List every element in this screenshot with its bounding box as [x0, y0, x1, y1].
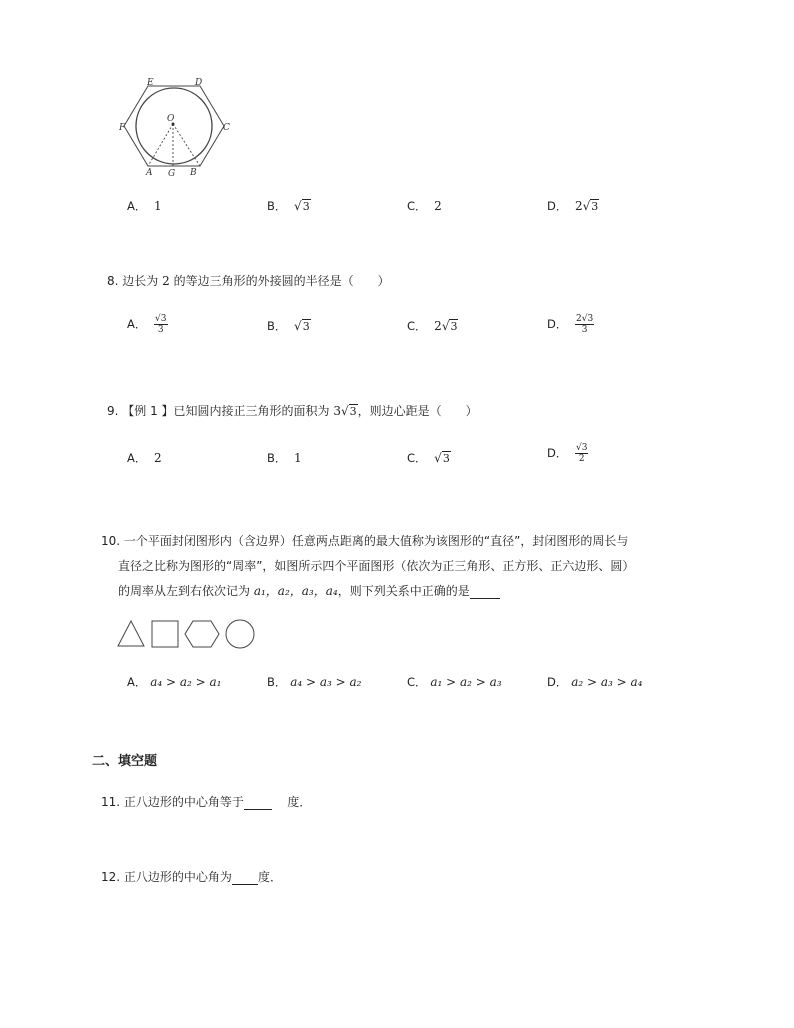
option-letter: C． — [407, 675, 427, 689]
sqrt-expression: √3 — [341, 404, 357, 418]
option-expr: a₂ > a₃ > a₄ — [571, 675, 643, 689]
option-letter: D． — [547, 199, 568, 213]
q7-option-c[interactable] — [407, 198, 442, 214]
label-F: F — [119, 123, 126, 133]
option-letter: C． — [407, 319, 427, 333]
q10-option-a[interactable] — [127, 674, 221, 690]
option-letter: A． — [127, 675, 147, 689]
q9-question — [107, 402, 478, 419]
label-O: O — [167, 114, 175, 124]
fraction: $\frac{√3}{2}$ — [576, 443, 588, 464]
question-text: 的等边三角形的外接圆的半径是（ ） — [173, 274, 390, 288]
option-coef: 2 — [575, 199, 583, 213]
question-text: 边长为 — [122, 274, 159, 288]
triangle-shape — [118, 621, 144, 646]
option-letter: B． — [267, 199, 287, 213]
label-C: C — [223, 123, 230, 133]
hexagon-figure — [116, 74, 242, 180]
q10-option-c[interactable] — [407, 674, 502, 690]
question-coef: 3 — [333, 404, 342, 418]
option-letter: B． — [267, 319, 287, 333]
question-text: 正八边形的中心角等于 — [123, 795, 244, 809]
answer-blank[interactable] — [232, 872, 258, 885]
circle-shape — [226, 620, 254, 648]
q7-option-d[interactable] — [547, 198, 599, 214]
q8-option-c[interactable] — [407, 318, 458, 334]
option-value: 2 — [434, 199, 442, 213]
q7-option-b[interactable] — [267, 198, 311, 214]
option-letter: C． — [407, 451, 427, 465]
option-value: 1 — [154, 199, 162, 213]
q8-question — [107, 272, 390, 289]
q10-line-1 — [101, 532, 628, 549]
q8-option-d[interactable] — [547, 314, 594, 335]
square-shape — [152, 621, 178, 647]
inscribed-circle — [136, 88, 212, 164]
question-text: 度． — [287, 795, 312, 809]
sqrt-expression: √3 — [434, 451, 450, 465]
option-coef: 2 — [434, 319, 442, 333]
q9-option-b[interactable] — [267, 450, 302, 466]
sqrt-expression: √3 — [582, 199, 599, 213]
q8-option-a[interactable] — [127, 314, 168, 335]
sqrt-expression: √3 — [294, 199, 310, 213]
option-expr: a₄ > a₂ > a₁ — [150, 675, 222, 689]
line-OB — [173, 124, 200, 166]
option-letter: A． — [127, 199, 147, 213]
option-value: 2 — [154, 451, 162, 465]
answer-blank[interactable] — [470, 586, 500, 599]
option-letter: D． — [547, 675, 568, 689]
question-text: 的周率从左到右依次记为 — [118, 584, 251, 598]
option-letter: A． — [127, 317, 147, 331]
question-text: ，则下列关系中正确的是 — [337, 584, 470, 598]
question-text: 直径之比称为图形的“周率”，如图所示四个平面图形（依次为正三角形、正方形、正六边形、圆） — [118, 559, 635, 573]
q9-option-c[interactable] — [407, 450, 451, 466]
hexagon-shape — [185, 621, 219, 647]
q12-question — [101, 868, 282, 885]
option-expr: a₄ > a₃ > a₂ — [290, 675, 362, 689]
q9-option-d[interactable] — [547, 443, 588, 464]
question-text: 【例 1 】已知圆内接正三角形的面积为 — [122, 404, 330, 418]
question-value: 2 — [162, 274, 170, 288]
question-text: 正八边形的中心角为 — [123, 870, 232, 884]
q8-option-b[interactable] — [267, 318, 311, 334]
hexagon-shape — [124, 86, 224, 166]
question-number: 11. — [101, 795, 121, 809]
question-text: 度． — [257, 870, 282, 884]
option-letter: B． — [267, 675, 287, 689]
option-expr: a₁ > a₂ > a₃ — [430, 675, 502, 689]
option-letter: B． — [267, 451, 287, 465]
label-B: B — [190, 168, 197, 178]
question-number: 10. — [101, 534, 121, 548]
option-letter: D． — [547, 446, 568, 460]
sqrt-expression: √3 — [441, 319, 458, 333]
option-value: 1 — [294, 451, 302, 465]
answer-blank[interactable] — [244, 797, 272, 810]
fraction: $\frac{2√3}{3}$ — [576, 314, 594, 335]
line-OA — [148, 124, 173, 166]
q10-line-2 — [118, 557, 634, 574]
q11-question — [101, 793, 311, 810]
q9-option-a[interactable] — [127, 450, 162, 466]
q10-option-d[interactable] — [547, 674, 642, 690]
question-number: 8. — [107, 274, 119, 288]
label-D: D — [195, 78, 203, 88]
shapes-figure — [116, 618, 258, 652]
option-letter: C． — [407, 199, 427, 213]
question-text: ，则边心距是（ ） — [357, 404, 478, 418]
question-text: 一个平面封闭图形内（含边界）任意两点距离的最大值称为该图形的“直径”，封闭图形的周长与 — [123, 534, 629, 548]
section-title: 二、填空题 — [92, 754, 158, 769]
fraction: $\frac{√3}{3}$ — [155, 314, 167, 335]
q10-line-3 — [118, 582, 500, 599]
q7-option-a[interactable] — [127, 198, 162, 214]
q10-option-b[interactable] — [267, 674, 361, 690]
label-A: A — [146, 168, 153, 178]
option-letter: D． — [547, 317, 568, 331]
question-number: 9. — [107, 404, 119, 418]
option-letter: A． — [127, 451, 147, 465]
question-vars: a₁，a₂，a₃，a₄ — [253, 584, 338, 598]
label-E: E — [147, 78, 154, 88]
label-G: G — [168, 169, 176, 179]
question-number: 12. — [101, 870, 121, 884]
sqrt-expression: √3 — [294, 319, 310, 333]
